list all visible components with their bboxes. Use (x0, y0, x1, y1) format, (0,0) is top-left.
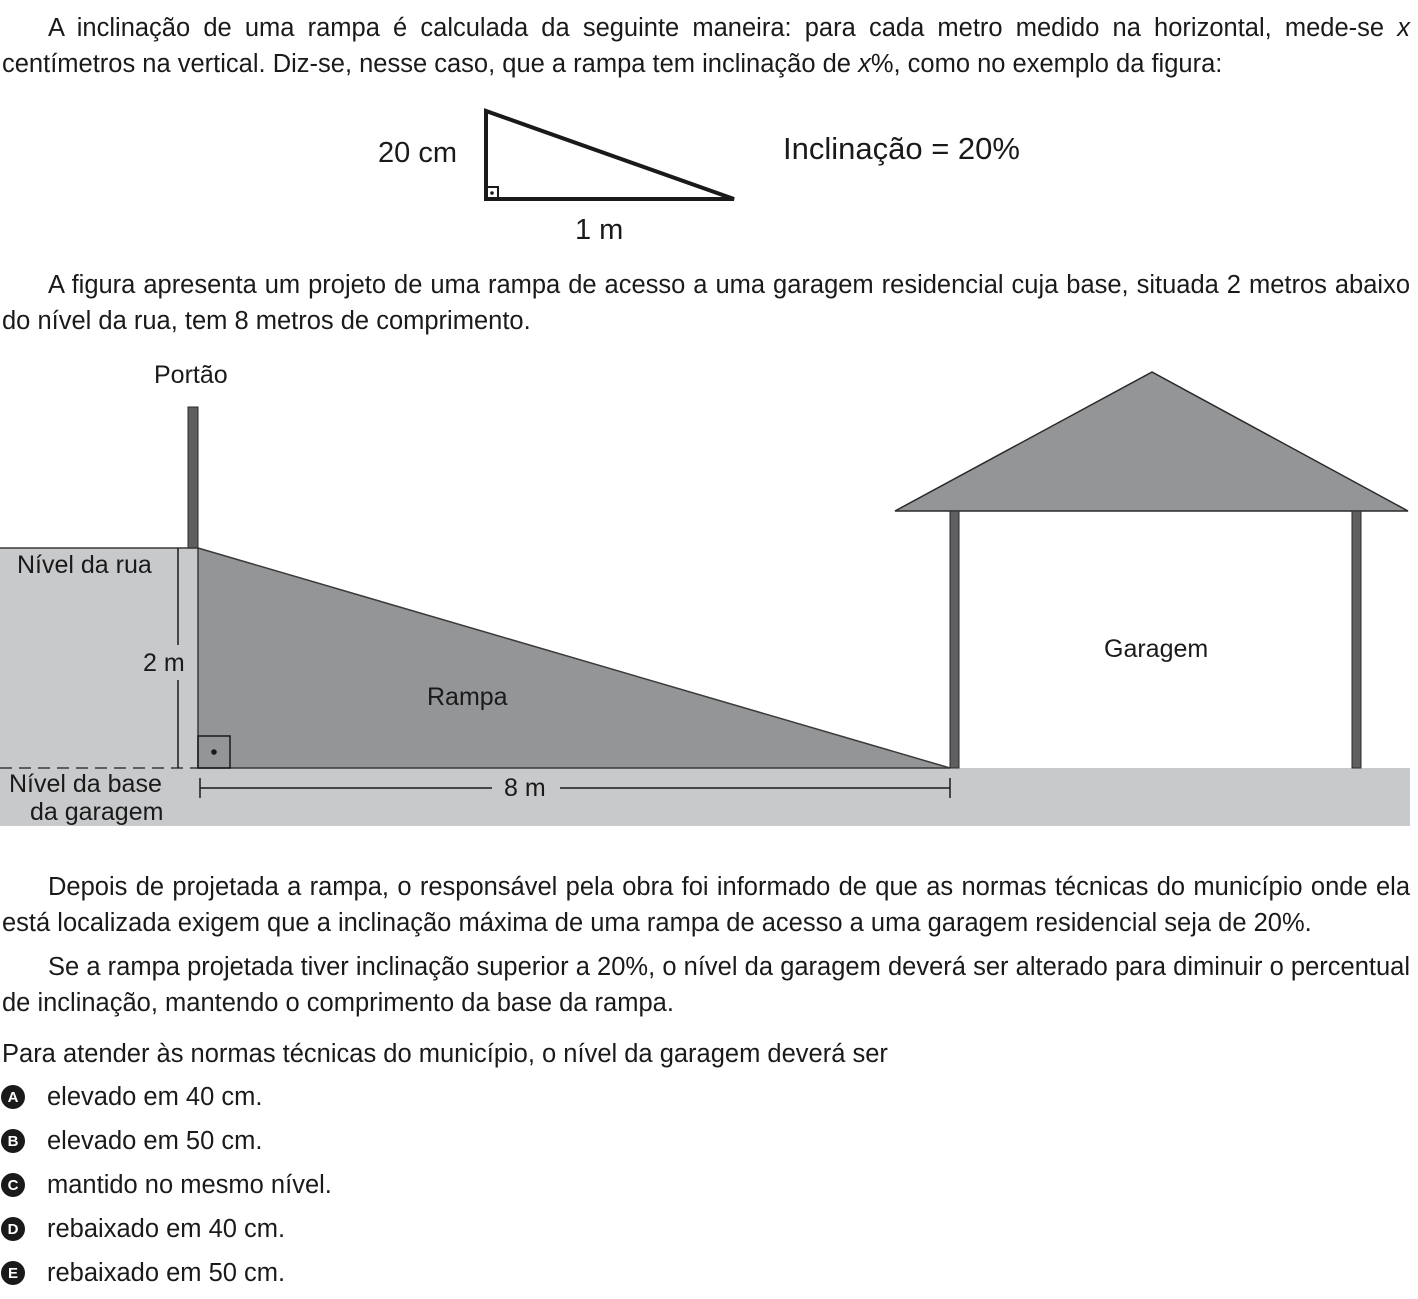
option-c[interactable] (0, 1168, 332, 1202)
question-stem: Para atender às normas técnicas do município, o nível da garagem deverá ser (2, 1040, 888, 1068)
ramp-label: Rampa (427, 683, 508, 711)
example-base-label: 1 m (575, 214, 624, 246)
intro-text-2: centímetros na vertical. Diz-se, nesse caso, que a rampa tem inclinação de (2, 50, 859, 78)
garage-base-ground (198, 768, 1410, 826)
intro-paragraph (2, 10, 1410, 82)
example-height-label: 20 cm (378, 137, 457, 169)
option-e-letter-badge: E (1, 1261, 25, 1285)
ramp-right-angle-dot (211, 749, 217, 755)
intro-text-1: A inclinação de uma rampa é calculada da seguinte maneira: para cada metro medido na horizontal, mede-se (48, 14, 1398, 42)
height-dimension-label: 2 m (143, 649, 185, 677)
option-e[interactable] (0, 1256, 285, 1290)
ramp-project-figure (0, 355, 1418, 835)
option-a-letter-badge: A (1, 1085, 25, 1109)
option-b-text: elevado em 50 cm. (47, 1126, 263, 1155)
option-a-text: elevado em 40 cm. (47, 1082, 263, 1111)
street-level-label: Nível da rua (17, 551, 152, 579)
option-a[interactable] (0, 1080, 262, 1114)
example-triangle (486, 111, 734, 199)
gate-post (188, 407, 198, 548)
garage-roof (895, 372, 1408, 511)
intro-var-x2: x (858, 50, 871, 78)
option-d-letter-badge: D (1, 1217, 25, 1241)
project-paragraph: A figura apresenta um projeto de uma rampa de acesso a uma garagem residencial cuja base, situada 2 metros abaixo do nível da rua, tem 8 metros de comprimento. (2, 271, 1410, 335)
intro-text-3: %, como no exemplo da figura: (870, 50, 1223, 78)
base-level-label-line2: da garagem (30, 798, 164, 826)
garage-post-left (950, 511, 959, 768)
length-dimension-label: 8 m (504, 774, 546, 802)
example-slope-text: Inclinação = 20% (783, 131, 1020, 166)
garage-post-right (1352, 511, 1361, 768)
option-d-text: rebaixado em 40 cm. (47, 1214, 286, 1243)
option-b[interactable] (0, 1124, 262, 1158)
base-level-label-line1: Nível da base (9, 770, 162, 798)
example-right-angle-dot (490, 191, 494, 195)
option-b-letter-badge: B (1, 1129, 25, 1153)
option-e-text: rebaixado em 50 cm. (47, 1258, 286, 1287)
norms-paragraph: Depois de projetada a rampa, o responsável pela obra foi informado de que as normas técnicas do município onde ela está localizada exigem que a inclinação máxima de uma rampa de acesso a uma garagem residencial seja de 20%. (2, 873, 1410, 937)
option-c-text: mantido no mesmo nível. (47, 1170, 332, 1199)
option-d[interactable] (0, 1212, 285, 1246)
garage-label: Garagem (1104, 635, 1209, 663)
intro-var-x: x (1397, 14, 1410, 42)
option-c-letter-badge: C (1, 1173, 25, 1197)
gate-label: Portão (154, 361, 228, 389)
condition-paragraph: Se a rampa projetada tiver inclinação superior a 20%, o nível da garagem deverá ser alterado para diminuir o percentual de inclinação, mantendo o comprimento da base da rampa. (2, 953, 1410, 1017)
example-triangle-figure (0, 95, 1418, 255)
